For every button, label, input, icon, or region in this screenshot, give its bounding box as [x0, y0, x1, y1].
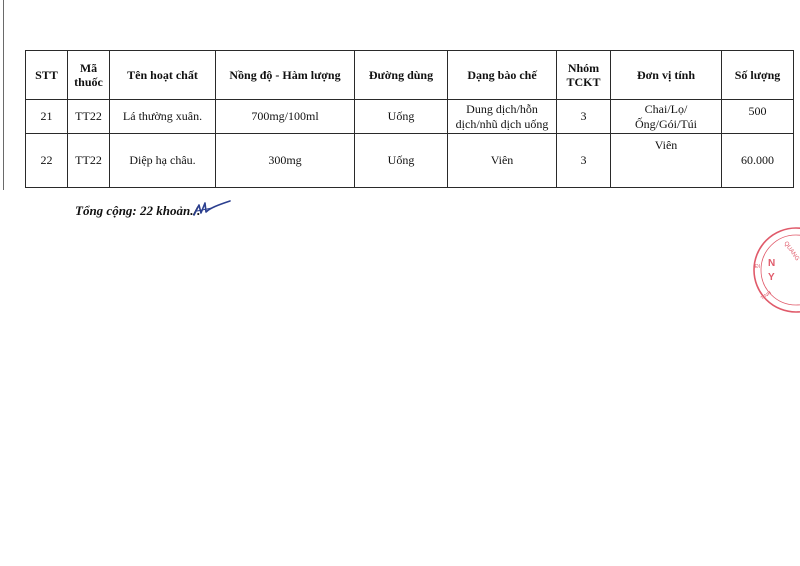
cell-quantity: 60.000	[722, 134, 794, 188]
cell-unit: Viên	[611, 134, 722, 188]
cell-stt: 22	[26, 134, 68, 188]
header-group: Nhóm TCKT	[557, 51, 611, 100]
header-dosage-form: Dạng bào chế	[448, 51, 557, 100]
header-unit: Đơn vị tính	[611, 51, 722, 100]
cell-concentration: 300mg	[216, 134, 355, 188]
header-stt: STT	[26, 51, 68, 100]
cell-active-ingredient: Lá thường xuân.	[110, 100, 216, 134]
header-active-ingredient: Tên hoạt chất	[110, 51, 216, 100]
svg-text:Y: Y	[768, 272, 775, 283]
svg-text:TINH: TINH	[759, 290, 773, 302]
header-quantity: Số lượng	[722, 51, 794, 100]
cell-route: Uống	[355, 100, 448, 134]
cell-concentration: 700mg/100ml	[216, 100, 355, 134]
cell-drug-code: TT22	[68, 100, 110, 134]
page-edge-line	[3, 0, 4, 190]
svg-text:N: N	[768, 258, 776, 269]
table-row	[26, 134, 794, 188]
cell-stt: 21	[26, 100, 68, 134]
header-concentration: Nồng độ - Hàm lượng	[216, 51, 355, 100]
cell-group: 3	[557, 134, 611, 188]
cell-active-ingredient: Diệp hạ châu.	[110, 134, 216, 188]
cell-route: Uống	[355, 134, 448, 188]
svg-text:ĐI: ĐI	[755, 264, 760, 270]
table-row	[26, 100, 794, 134]
table-header-row	[26, 51, 794, 100]
cell-drug-code: TT22	[68, 134, 110, 188]
drug-table	[25, 50, 794, 188]
total-count-text: Tổng cộng: 22 khoản./.	[75, 203, 201, 218]
signature-mark	[192, 199, 232, 221]
header-drug-code: Mã thuốc	[68, 51, 110, 100]
cell-unit: Chai/Lọ/Ống/Gói/Túi	[611, 100, 722, 134]
svg-text:QUANG: QUANG	[782, 240, 800, 263]
cell-dosage-form: Viên	[448, 134, 557, 188]
cell-quantity: 500	[722, 100, 794, 134]
cell-group: 3	[557, 100, 611, 134]
cell-dosage-form: Dung dịch/hỗn dịch/nhũ dịch uống	[448, 100, 557, 134]
header-route: Đường dùng	[355, 51, 448, 100]
red-seal-stamp	[752, 222, 800, 317]
